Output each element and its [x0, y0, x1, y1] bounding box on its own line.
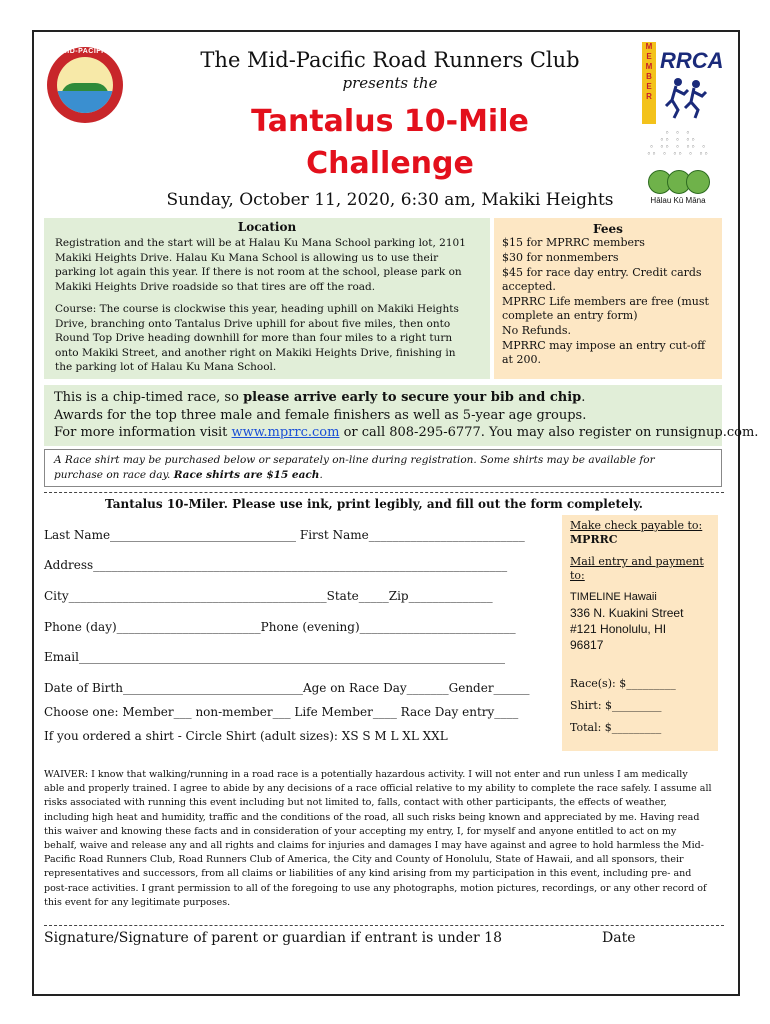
fee-line: MPRRC may impose an entry cut-off: [502, 339, 706, 352]
address-line: 336 N. Kuakini Street: [570, 606, 684, 620]
shirt-note-line2: purchase on race day. Race shirts are $15 each.: [54, 469, 323, 481]
races-amount-field[interactable]: Race(s): $_________: [570, 677, 676, 690]
fee-line: MPRRC Life members are free (must: [502, 295, 709, 308]
fee-line: at 200.: [502, 353, 541, 366]
leaf-icon: [686, 170, 710, 194]
rrca-member-logo: [642, 42, 724, 124]
shirt-amount-field[interactable]: Shirt: $_________: [570, 699, 662, 712]
membership-choice[interactable]: Choose one: Member___ non-member___ Life Member____ Race Day entry____: [44, 705, 519, 719]
location-paragraph-2: Course: The course is clockwise this year, heading uphill on Makiki Heights Drive, branching onto Tantalus Drive uphill for about five miles, then onto Round Top Drive heading downhill for more than four miles to a right turn onto Makiki Street, and another right on Makiki Heights Drive, finishing in the parking lot of Halau Ku Mana School.: [55, 303, 459, 373]
runner-icon: [664, 76, 710, 120]
fee-line: $30 for nonmembers: [502, 251, 619, 264]
mprrc-logo: [47, 47, 123, 123]
waiver-text: WAIVER: I know that walking/running in a road race is a potentially hazardous activity. I will not enter and run unless I am medically able and properly trained. I agree to abide by any decisions of a race official relative to my ability to complete the race safely. I assume all risks associated with running this event including but not limited to, falls, contact with other participants, the effects of weather, including high heat and humidity, traffic and the conditions of the road, all such risks being known and appreciated by me. Having read this waiver and knowing these facts and in consideration of your accepting my entry, I, for myself and anyone entitled to act on my behalf, waive and release any and all rights and claims for injuries and damages I may have against and agree to hold harmless the Mid- Pacific Road Runners Club, Road Runners Club of America, the City and County of Honolulu, State of Hawaii, and all sponsors, their representatives and successors, from all claims or liabilities of any kind arising from my participation in this event, including pre- and post-race activities. I grant permission to all of the foregoing to use any photographs, motion pictures, recordings, or any other record of this event for any legitimate purposes.: [44, 769, 712, 908]
fee-line: accepted.: [502, 280, 556, 293]
shirt-size-choice[interactable]: If you ordered a shirt - Circle Shirt (adult sizes): XS S M L XL XXL: [44, 729, 448, 743]
fees-heading: Fees: [593, 222, 623, 236]
more-info-line: For more information visit www.mprrc.com or call 808-295-6777. You may also register on runsignup.com.: [54, 425, 759, 440]
email-field[interactable]: Email_______________________________________________________________________: [44, 650, 505, 664]
signature-line[interactable]: [44, 925, 724, 926]
name-fields[interactable]: Last Name_______________________________ First Name__________________________: [44, 528, 525, 542]
check-payable-label: Make check payable to:: [570, 519, 703, 532]
rrca-word: RRCA: [660, 48, 724, 73]
check-payee: MPRRC: [570, 533, 618, 546]
fee-line: $15 for MPRRC members: [502, 236, 645, 249]
event-date-line: Sunday, October 11, 2020, 6:30 am, Makiki Heights: [166, 190, 614, 210]
address-line: #121 Honolulu, HI: [570, 622, 667, 636]
club-name: The Mid-Pacific Road Runners Club: [200, 48, 580, 72]
presents-text: presents the: [342, 74, 438, 92]
address-line: 96817: [570, 638, 604, 652]
fee-line: No Refunds.: [502, 324, 571, 337]
mail-entry-label-2: to:: [570, 569, 585, 582]
halau-ku-mana-logo: [640, 130, 716, 208]
total-amount-field[interactable]: Total: $_________: [570, 721, 662, 734]
city-state-zip-fields[interactable]: City___________________________________________State_____Zip______________: [44, 589, 493, 603]
awards-line: Awards for the top three male and female finishers as well as 5-year age groups.: [54, 408, 587, 423]
dots-pattern-icon: ◦ ◦ ◦ ◦◦ ◦ ◦◦ ◦ ◦◦ ◦ ◦◦ ◦ ◦◦ ◦ ◦◦ ◦ ◦◦: [646, 129, 710, 158]
address-field[interactable]: Address_____________________________________________________________________: [44, 558, 508, 572]
address-line: TIMELINE Hawaii: [570, 591, 657, 603]
signature-label: Signature/Signature of parent or guardian if entrant is under 18: [44, 930, 502, 946]
fee-line: complete an entry form): [502, 309, 638, 322]
dob-age-gender-fields[interactable]: Date of Birth______________________________Age on Race Day_______Gender______: [44, 681, 530, 695]
logo-text: MID-PACIFIC: [60, 48, 110, 55]
member-bar: M E M B E R: [642, 42, 656, 124]
event-title-line2: Challenge: [306, 146, 474, 181]
website-link[interactable]: www.mprrc.com: [231, 425, 340, 440]
location-paragraph-1: Registration and the start will be at Halau Ku Mana School parking lot, 2101 Makiki Heights Drive. Halau Ku Mana School is allowing us to use their parking lot again this year. If there is not room at the school, please park on Makiki Heights Drive roadside so that tires are off the road.: [55, 237, 466, 293]
halau-caption: Hālau Kū Māna: [650, 196, 706, 205]
date-label: Date: [602, 930, 636, 946]
event-title-line1: Tantalus 10-Mile: [251, 104, 529, 139]
chip-timed-line: This is a chip-timed race, so please arrive early to secure your bib and chip.: [54, 390, 586, 405]
mail-entry-label: Mail entry and payment: [570, 555, 704, 568]
form-title: Tantalus 10-Miler. Please use ink, print legibly, and fill out the form completely.: [105, 497, 643, 511]
phone-fields[interactable]: Phone (day)________________________Phone (evening)__________________________: [44, 620, 516, 634]
cut-line: [44, 492, 724, 493]
location-heading: Location: [237, 220, 297, 234]
shirt-note-line1: A Race shirt may be purchased below or separately on-line during registration. Some shirts may be available for: [54, 454, 655, 466]
fee-line: $45 for race day entry. Credit cards: [502, 266, 702, 279]
